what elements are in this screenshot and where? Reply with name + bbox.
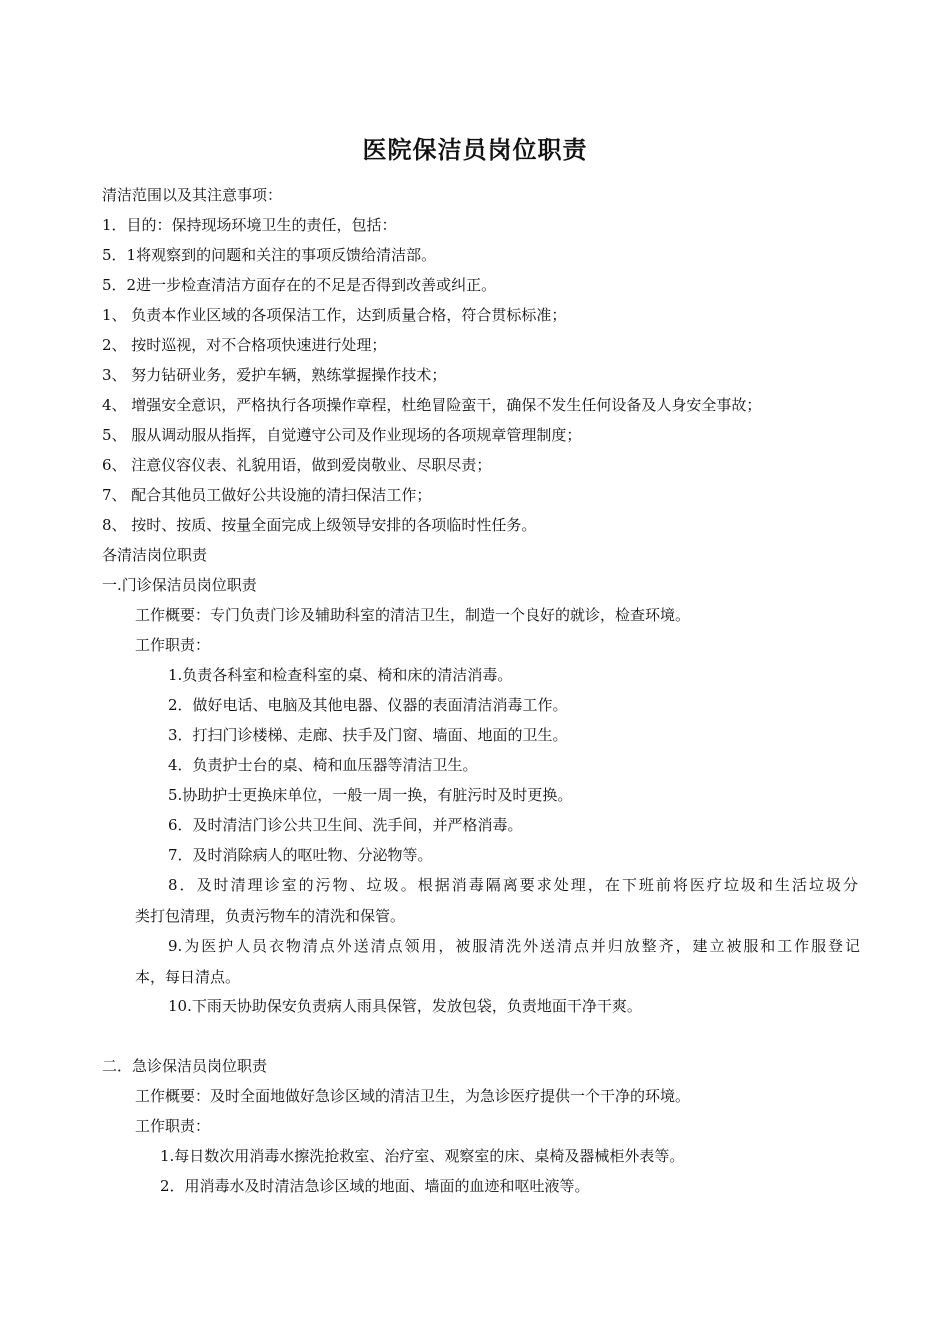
emergency-overview: 工作概要：及时全面地做好急诊区域的清洁卫生，为急诊医疗提供一个干净的环境。: [135, 1087, 691, 1105]
list-item: 4、 增强安全意识，严格执行各项操作章程，杜绝冒险蛮干，确保不发生任何设备及人身安全事故；: [102, 396, 762, 414]
outpatient-duty: 2．做好电话、电脑及其他电器、仪器的表面清洁消毒工作。: [168, 696, 568, 714]
outpatient-duty: 6．及时清洁门诊公共卫生间、洗手间，并严格消毒。: [168, 816, 523, 834]
outpatient-duty: 3．打扫门诊楼梯、走廊、扶手及门窗、墙面、地面的卫生。: [168, 726, 568, 744]
document-title: 医院保洁员岗位职责: [362, 135, 588, 164]
list-item: 6、 注意仪容仪表、礼貌用语，做到爱岗敬业、尽职尽责；: [102, 456, 492, 474]
emergency-duty: 2．用消毒水及时清洁急诊区域的地面、墙面的血迹和呕吐液等。: [160, 1177, 590, 1195]
outpatient-duty-8-cont: 类打包清理，负责污物车的清洗和保管。: [135, 907, 406, 925]
list-item: 2、 按时巡视，对不合格项快速进行处理；: [102, 336, 387, 354]
list-item: 1、 负责本作业区域的各项保洁工作，达到质量合格，符合贯标标准；: [102, 306, 567, 324]
list-item: 7、 配合其他员工做好公共设施的清扫保洁工作；: [102, 486, 432, 504]
outpatient-duty-9-cont: 本，每日清点。: [135, 968, 241, 986]
outpatient-duty: 1.负责各科室和检查科室的桌、椅和床的清洁消毒。: [168, 666, 513, 684]
outpatient-duty: 4．负责护士台的桌、椅和血压器等清洁卫生。: [168, 756, 478, 774]
emergency-duties-label: 工作职责：: [135, 1117, 211, 1135]
section-heading: 各清洁岗位职责: [102, 546, 208, 564]
outpatient-duty: 5.协助护士更换床单位，一般一周一换，有脏污时及时更换。: [168, 786, 573, 804]
scope-heading: 清洁范围以及其注意事项：: [102, 186, 283, 204]
clause-5-1: 5．1将观察到的问题和关注的事项反馈给清洁部。: [102, 246, 437, 264]
outpatient-duty-10: 10.下雨天协助保安负责病人雨具保管，发放包袋，负责地面干净干爽。: [168, 997, 642, 1015]
list-item: 8、 按时、按质、按量全面完成上级领导安排的各项临时性任务。: [102, 516, 537, 534]
clause-5-2: 5．2进一步检查清洁方面存在的不足是否得到改善或纠正。: [102, 276, 497, 294]
outpatient-duty-9: 9.为医护人员衣物清点外送清点领用，被服清洗外送清点并归放整齐，建立被服和工作服登记: [168, 937, 860, 955]
list-item: 3、 努力钻研业务，爱护车辆，熟练掌握操作技术；: [102, 366, 447, 384]
emergency-heading: 二．急诊保洁员岗位职责: [102, 1057, 268, 1075]
purpose-line: 1．目的：保持现场环境卫生的责任，包括：: [102, 216, 397, 234]
outpatient-heading: 一.门诊保洁员岗位职责: [102, 576, 257, 594]
outpatient-duty-8: 8．及时清理诊室的污物、垃圾。根据消毒隔离要求处理，在下班前将医疗垃圾和生活垃圾分: [168, 876, 858, 894]
outpatient-overview: 工作概要：专门负责门诊及辅助科室的清洁卫生，制造一个良好的就诊，检查环境。: [135, 606, 691, 624]
list-item: 5、 服从调动服从指挥，自觉遵守公司及作业现场的各项规章管理制度；: [102, 426, 582, 444]
outpatient-duty: 7．及时消除病人的呕吐物、分泌物等。: [168, 846, 433, 864]
outpatient-duties-label: 工作职责：: [135, 636, 211, 654]
emergency-duty: 1.每日数次用消毒水擦洗抢救室、治疗室、观察室的床、桌椅及器械柜外表等。: [160, 1147, 685, 1165]
